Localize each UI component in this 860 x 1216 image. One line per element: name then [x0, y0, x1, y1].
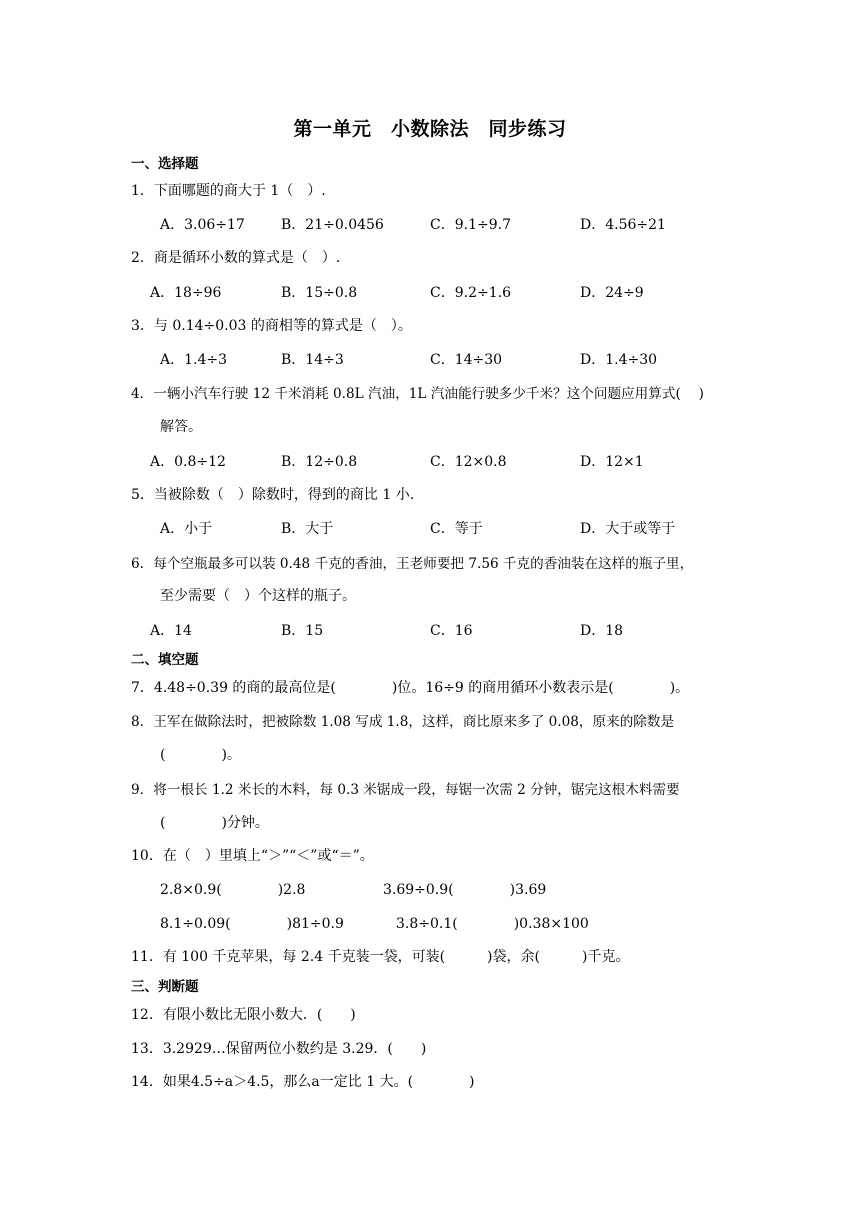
page-title: 第一单元 小数除法 同步练习 [293, 118, 567, 140]
option-d: D．大于或等于 [580, 521, 676, 537]
option-a: A．14 [150, 623, 192, 639]
question-8: 8．王军在做除法时，把被除数 1.08 写成 1.8，这样，商比原来多了 0.08，原来的除数是 [131, 714, 675, 730]
question-12: 12．有限小数比无限小数大．( ) [131, 1007, 356, 1023]
question-8-continuation: ( )。 [160, 747, 241, 763]
comparison-item-4: 3.8÷0.1( )0.38×100 [396, 916, 589, 932]
question-4: 4．一辆小汽车行驶 12 千米消耗 0.8L 汽油，1L 汽油能行驶多少千米？这个问题应用算式( ) [131, 386, 704, 402]
option-b: B．21÷0.0456 [281, 217, 384, 233]
option-b: B．14÷3 [281, 352, 344, 368]
question-14: 14．如果4.5÷a＞4.5，那么a一定比 1 大。( ) [131, 1074, 475, 1090]
question-9-continuation: ( )分钟。 [160, 815, 269, 831]
option-a: A．18÷96 [150, 285, 222, 301]
option-a: A．1.4÷3 [160, 352, 228, 368]
option-c: C．14÷30 [430, 352, 503, 368]
question-6: 6．每个空瓶最多可以装 0.48 千克的香油，王老师要把 7.56 千克的香油装在这样的瓶子里， [131, 556, 694, 572]
option-b: B．12÷0.8 [281, 454, 358, 470]
option-a: A．0.8÷12 [150, 454, 226, 470]
option-d: D．4.56÷21 [580, 217, 666, 233]
comparison-item-1: 2.8×0.9( )2.8 [160, 882, 306, 898]
question-2-options [0, 282, 860, 302]
option-c: C．等于 [430, 521, 483, 537]
question-9: 9．将一根长 1.2 米长的木料，每 0.3 米锯成一段，每锯一次需 2 分钟，锯完这根木料需要 [131, 782, 680, 798]
option-d: D．24÷9 [580, 285, 644, 301]
option-b: B．大于 [281, 521, 334, 537]
question-6-continuation: 至少需要（ ）个这样的瓶子。 [160, 588, 356, 604]
comparison-item-3: 8.1÷0.09( )81÷0.9 [160, 916, 344, 932]
section-heading-fill-in: 二、填空题 [131, 652, 199, 668]
question-4-options [0, 451, 860, 471]
question-13: 13．3.2929…保留两位小数约是 3.29．( ) [131, 1041, 427, 1057]
question-2: 2．商是循环小数的算式是（ ）. [131, 250, 341, 266]
question-5: 5．当被除数（ ）除数时，得到的商比 1 小. [131, 487, 415, 503]
option-c: C．12×0.8 [430, 454, 507, 470]
section-heading-choice: 一、选择题 [131, 156, 199, 172]
section-heading-true-false: 三、判断题 [131, 979, 199, 995]
question-1-options [0, 214, 860, 234]
option-b: B．15 [281, 623, 324, 639]
option-d: D．12×1 [580, 454, 644, 470]
question-5-options [0, 518, 860, 538]
question-11: 11．有 100 千克苹果，每 2.4 千克装一袋，可装( )袋，余( )千克。 [131, 949, 630, 965]
option-a: A．3.06÷17 [160, 217, 245, 233]
option-d: D．1.4÷30 [580, 352, 658, 368]
question-4-continuation: 解答。 [160, 419, 202, 435]
question-1: 1．下面哪题的商大于 1（ ）. [131, 183, 326, 199]
option-d: D．18 [580, 623, 624, 639]
question-3-options [0, 349, 860, 369]
option-c: C．16 [430, 623, 473, 639]
question-3: 3．与 0.14÷0.03 的商相等的算式是（ ）。 [131, 318, 412, 334]
option-c: C．9.1÷9.7 [430, 217, 511, 233]
option-b: B．15÷0.8 [281, 285, 358, 301]
question-6-options [0, 620, 860, 640]
question-7: 7．4.48÷0.39 的商的最高位是( )位。16÷9 的商用循环小数表示是( )。 [131, 680, 690, 696]
question-10: 10．在（ ）里填上“＞”“＜”或“＝”。 [131, 848, 374, 864]
comparison-item-2: 3.69÷0.9( )3.69 [383, 882, 547, 898]
option-a: A．小于 [160, 521, 213, 537]
option-c: C．9.2÷1.6 [430, 285, 511, 301]
